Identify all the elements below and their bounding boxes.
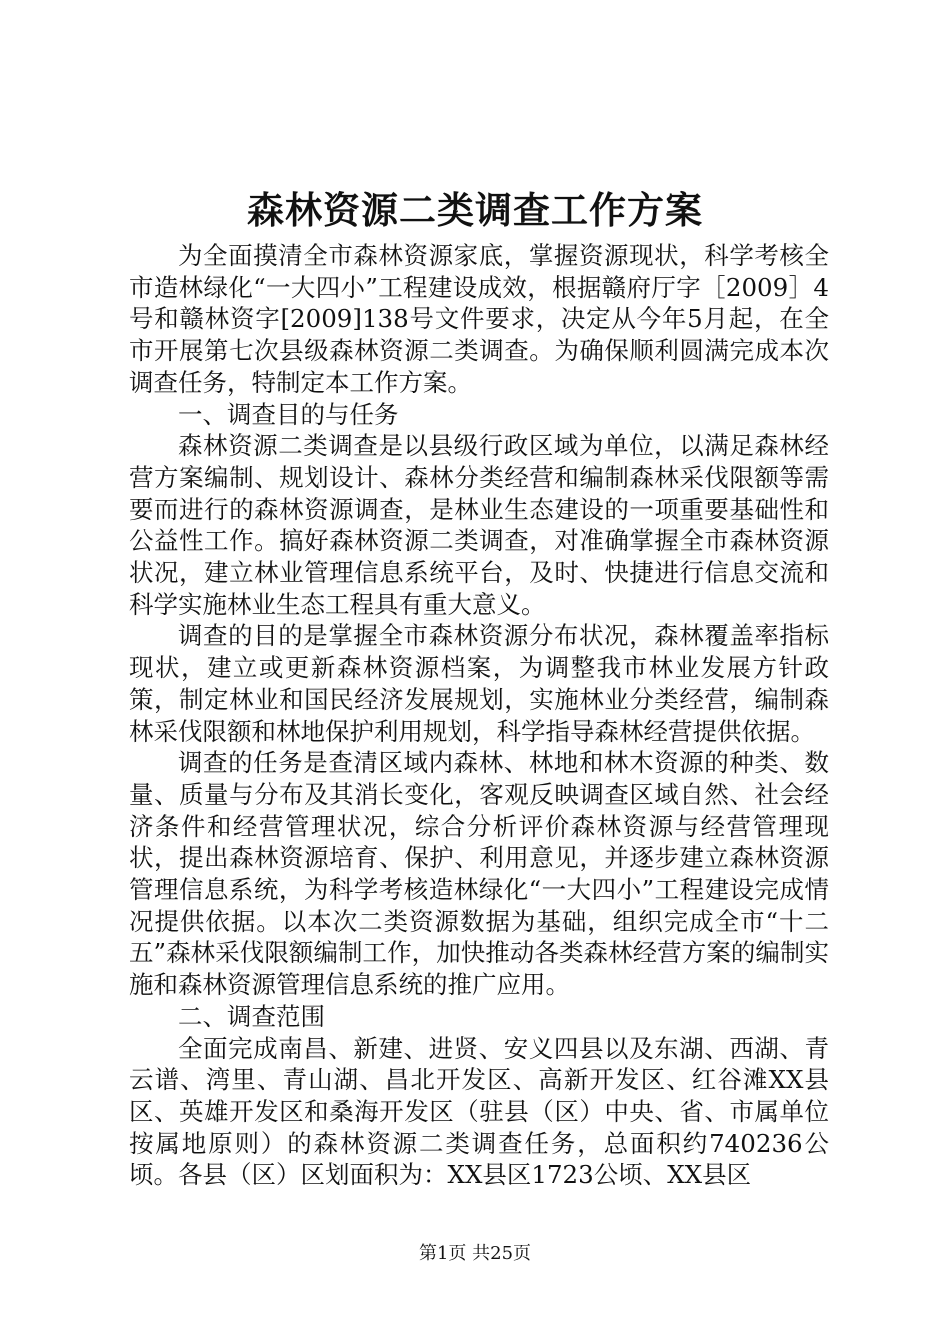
body-paragraph: 森林资源二类调查是以县级行政区域为单位，以满足森林经营方案编制、规划设计、森林分类经营和编制森林采伐限额等需要而进行的森林资源调查，是林业生态建设的一项重要基础性和公益性工作。搞好森林资源二类调查，对准确掌握全市森林资源状况，建立林业管理信息系统平台，及时、快捷进行信息交流和科学实施林业生态工程具有重大意义。 — [129, 431, 829, 619]
body-paragraph: 全面完成南昌、新建、进贤、安义四县以及东湖、西湖、青云谱、湾里、青山湖、昌北开发区、高新开发区、红谷滩XX县区、英雄开发区和桑海开发区（驻县（区）中央、省、市属单位按属地原则）的森林资源二类调查任务，总面积约740236公顷。各县（区）区划面积为：XX县区1723公顷、XX县区 — [129, 1033, 829, 1190]
section-heading-scope: 二、调查范围 — [178, 1001, 325, 1031]
body-paragraph: 调查的任务是查清区域内森林、林地和林木资源的种类、数量、质量与分布及其消长变化，客观反映调查区域自然、社会经济条件和经营管理状况，综合分析评价森林资源与经营管理现状，提出森林资源培育、保护、利用意见，并逐步建立森林资源管理信息系统，为科学考核造林绿化“一大四小”工程建设完成情况提供依据。以本次二类资源数据为基础，组织完成全市“十二五”森林采伐限额编制工作，加快推动各类森林经营方案的编制实施和森林资源管理信息系统的推广应用。 — [129, 748, 829, 1000]
section-heading-purpose: 一、调查目的与任务 — [178, 399, 399, 429]
intro-paragraph: 为全面摸清全市森林资源家底，掌握资源现状，科学考核全市造林绿化“一大四小”工程建设成效，根据赣府厅字［2009］4号和赣林资字[2009]138号文件要求，决定从今年5月起，在全市开展第七次县级森林资源二类调查。为确保顺利圆满完成本次调查任务，特制定本工作方案。 — [129, 241, 829, 397]
document-title: 森林资源二类调查工作方案 — [247, 188, 703, 232]
document-body — [129, 240, 829, 1191]
page-number-footer: 第1页 共25页 — [418, 1243, 532, 1264]
body-paragraph: 调查的目的是掌握全市森林资源分布状况，森林覆盖率指标现状，建立或更新森林资源档案，为调整我市林业发展方针政策，制定林业和国民经济发展规划，实施林业分类经营，编制森林采伐限额和林地保护利用规划，科学指导森林经营提供依据。 — [129, 621, 829, 746]
